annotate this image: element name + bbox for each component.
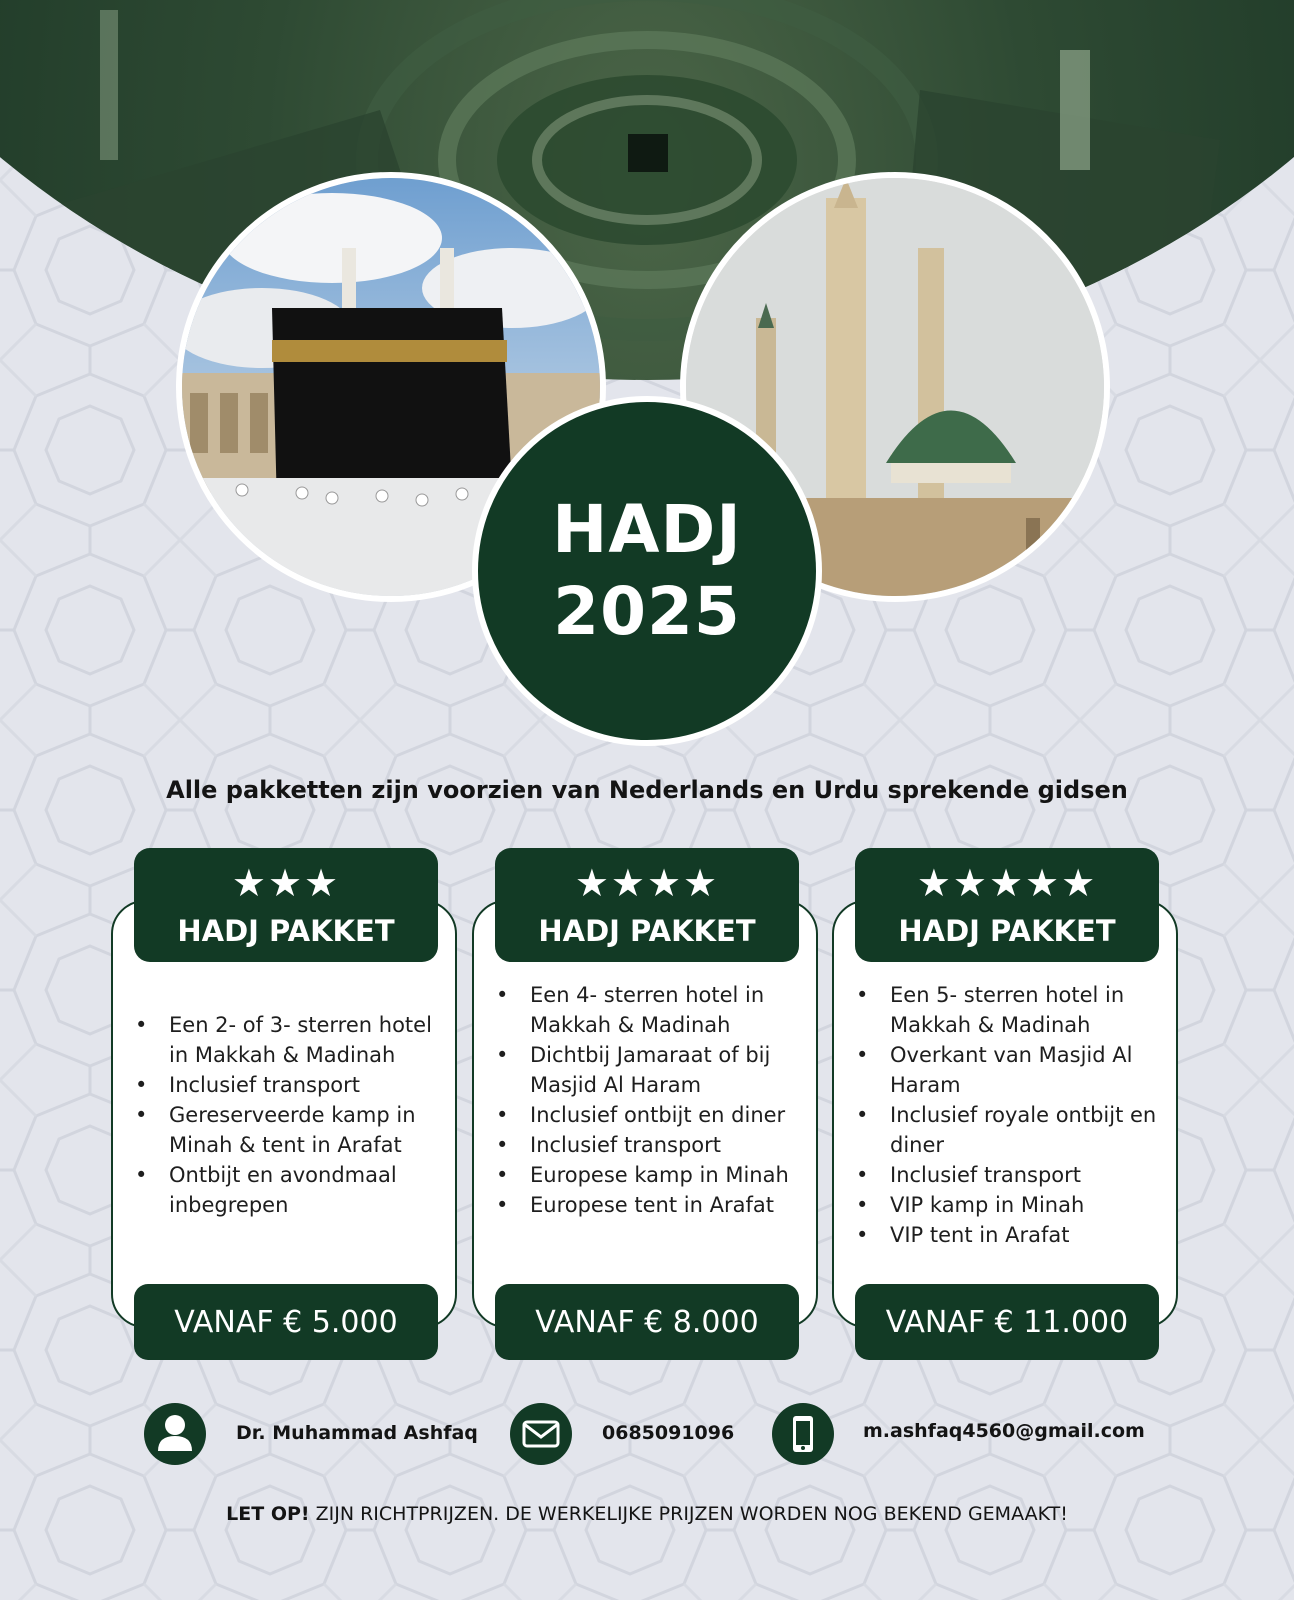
person-icon [144,1403,206,1465]
contact-phone[interactable]: 0685091096 [602,1422,735,1444]
package-title: HADJ PAKKET [898,914,1116,948]
star-rating: ★★★★ [574,861,720,905]
contact-name: Dr. Muhammad Ashfaq [236,1422,478,1444]
envelope-icon [510,1403,572,1465]
list-item: • Een 2- of 3- sterren hotel in Makkah & Madinah [133,1010,443,1070]
list-item: • Gereserveerde kamp in Minah & tent in Arafat [133,1100,443,1160]
list-item: • Inclusief transport [133,1070,443,1100]
list-item: • Inclusief transport [854,1160,1164,1190]
list-item: • VIP tent in Arafat [854,1220,1164,1250]
subtitle: Alle pakketten zijn voorzien van Nederlands en Urdu sprekende gidsen [166,776,1128,804]
price-notice [0,1503,1294,1525]
list-item: • Een 4- sterren hotel in Makkah & Madinah [494,980,804,1040]
list-item: • Inclusief royale ontbijt en diner [854,1100,1164,1160]
list-item: • Overkant van Masjid Al Haram [854,1040,1164,1100]
star-rating: ★★★ [231,861,341,905]
list-item: • Inclusief transport [494,1130,804,1160]
list-item: • Ontbijt en avondmaal inbegrepen [133,1160,443,1220]
contact-email[interactable]: m.ashfaq4560@gmail.com [863,1420,1145,1442]
hero-title-line2: 2025 [553,573,741,650]
list-item: • Een 5- sterren hotel in Makkah & Madinah [854,980,1164,1040]
package-price: VANAF € 11.000 [855,1284,1159,1360]
hero-title-line1: HADJ [552,491,742,568]
list-item: • Europese kamp in Minah [494,1160,804,1190]
package-card-5-star [832,848,1182,1360]
phone-icon [772,1403,834,1465]
feature-list [854,980,1164,1250]
package-card-3-star [111,848,461,1360]
list-item: • Inclusief ontbijt en diner [494,1100,804,1130]
hadj-2025-badge [472,396,822,746]
package-header [495,848,799,962]
star-rating: ★★★★★ [916,861,1098,905]
notice-text: ZIJN RICHTPRIJZEN. DE WERKELIJKE PRIJZEN WORDEN NOG BEKEND GEMAAKT! [309,1503,1068,1525]
notice-bold: LET OP! [226,1503,310,1525]
list-item: • Europese tent in Arafat [494,1190,804,1220]
package-header [855,848,1159,962]
feature-list [133,1010,443,1220]
list-item: • VIP kamp in Minah [854,1190,1164,1220]
package-price: VANAF € 8.000 [495,1284,799,1360]
package-price: VANAF € 5.000 [134,1284,438,1360]
feature-list [494,980,804,1220]
package-card-4-star [472,848,822,1360]
package-header [134,848,438,962]
package-title: HADJ PAKKET [177,914,395,948]
list-item: • Dichtbij Jamaraat of bij Masjid Al Haram [494,1040,804,1100]
package-title: HADJ PAKKET [538,914,756,948]
